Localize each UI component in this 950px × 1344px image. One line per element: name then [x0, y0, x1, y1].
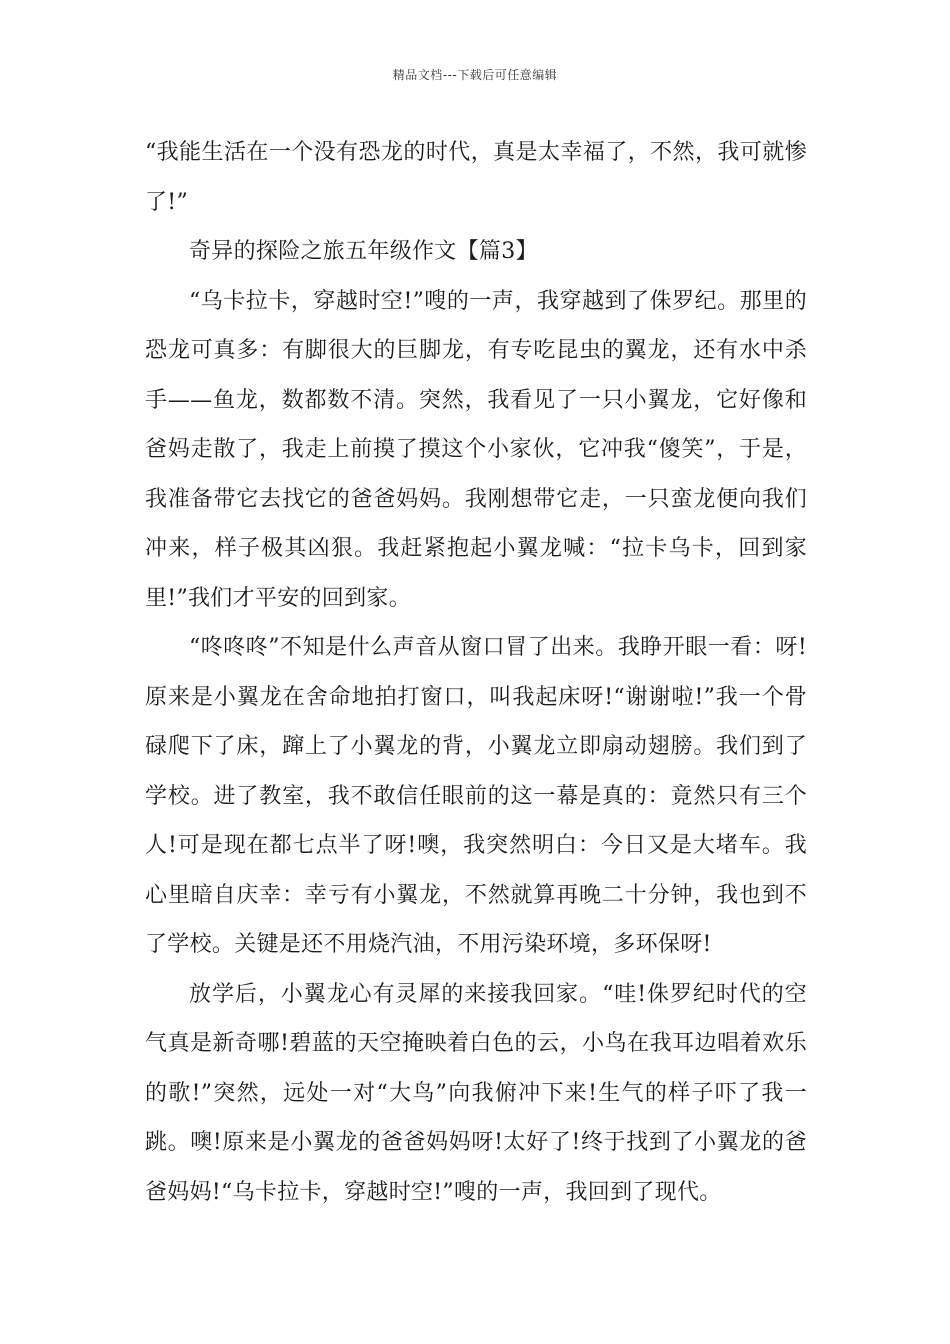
- document-body: [145, 128, 807, 1217]
- paragraph-after-school: 放学后，小翼龙心有灵犀的来接我回家。“哇!侏罗纪时代的空气真是新奇哪!碧蓝的天空掩映着白色的云，小鸟在我耳边唱着欢乐的歌!”突然，远处一对“大鸟”向我俯冲下来!生气的样子吓了我一跳。噢!原来是小翼龙的爸爸妈妈呀!太好了!终于找到了小翼龙的爸爸妈妈!“乌卡拉卡，穿越时空!”嗖的一声，我回到了现代。: [145, 981, 807, 1205]
- paragraph-jurassic-trip: “乌卡拉卡，穿越时空!”嗖的一声，我穿越到了侏罗纪。那里的恐龙可真多：有脚很大的巨脚龙，有专吃昆虫的翼龙，还有水中杀手——鱼龙，数都数不清。突然，我看见了一只小翼龙，它好像和爸妈走散了，我走上前摸了摸这个小家伙，它冲我“傻笑”，于是，我准备带它去找它的爸爸妈妈。我刚想带它走，一只蛮龙便向我们冲来，样子极其凶狠。我赶紧抱起小翼龙喊：“拉卡乌卡，回到家里!”我们才平安的回到家。: [145, 288, 807, 611]
- paragraph-school-ride: “咚咚咚”不知是什么声音从窗口冒了出来。我睁开眼一看：呀!原来是小翼龙在舍命地拍打窗口，叫我起床呀!“谢谢啦!”我一个骨碌爬下了床，蹿上了小翼龙的背，小翼龙立即扇动翅膀。我们到了学校。进了教室，我不敢信任眼前的这一幕是真的：竟然只有三个人!可是现在都七点半了呀!噢，我突然明白：今日又是大堵车。我心里暗自庆幸：幸亏有小翼龙，不然就算再晚二十分钟，我也到不了学校。关键是还不用烧汽油，不用污染环境，多环保呀!: [145, 635, 807, 957]
- page-header: 精品文档---下载后可任意编辑: [392, 68, 558, 82]
- section-title: 奇异的探险之旅五年级作文【篇3】: [189, 239, 538, 264]
- paragraph-closing-quote: “我能生活在一个没有恐龙的时代，真是太幸福了，不然，我可就惨了!”: [145, 140, 807, 215]
